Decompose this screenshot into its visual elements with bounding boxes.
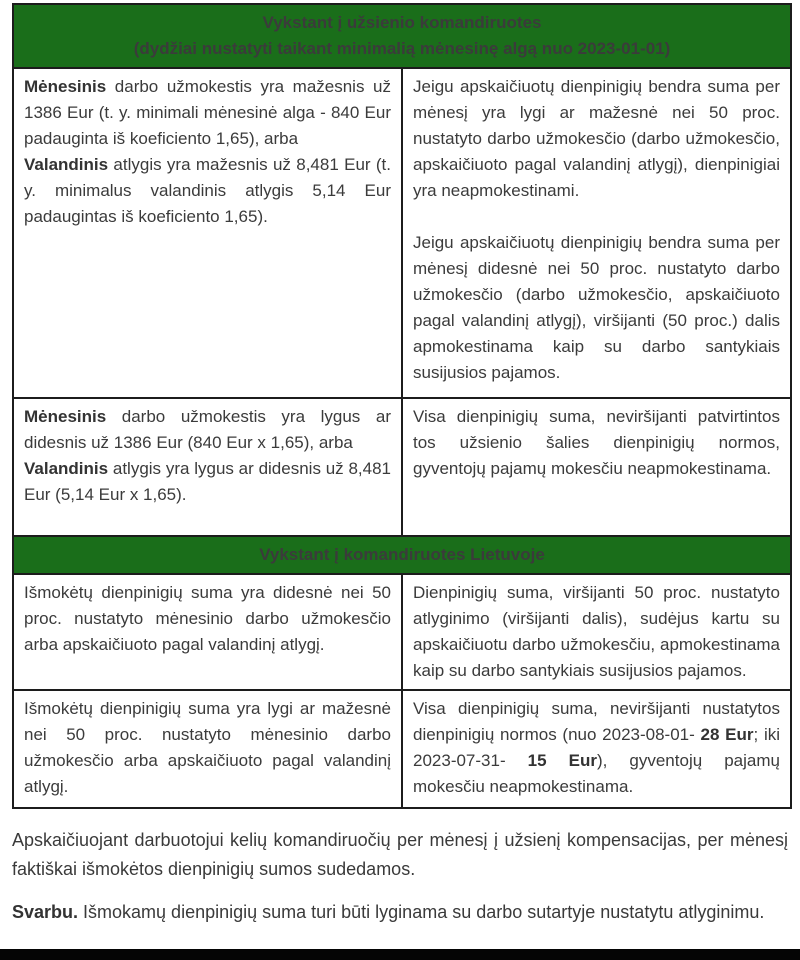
section-header-abroad-line1: Vykstant į užsienio komandiruotes [262,13,542,32]
section-header-abroad-line2: (dydžiai nustatyti taikant minimalią mėnesinę algą nuo 2023-01-01) [133,39,671,58]
footnotes [12,826,788,941]
taxation-cell-lithuania-below-50pct: Visa dienpinigių suma, neviršijanti nustatytos dienpinigių normos (nuo 2023-08-01- 28 Eur; iki 2023-07-31- 15 Eur), gyventojų pajamų mokesčiu neapmokestinama. [402,690,791,808]
per-diem-tax-table [12,3,792,809]
section-header-abroad [13,4,791,68]
note-compensations-summed: Apskaičiuojant darbuotojui kelių komandiruočių per mėnesį į užsienį kompensacijas, per mėnesį faktiškai išmokėtos dienpinigių sumos sudedamos. [12,830,788,879]
bottom-black-bar [0,949,800,960]
section-header-lithuania: Vykstant į komandiruotes Lietuvoje [13,536,791,574]
taxation-cell-lithuania-above-50pct: Dienpinigių suma, viršijanti 50 proc. nustatyto atlyginimo (viršijanti dalis), sudėjus kartu su apskaičiuotu darbo užmokesčiu, apmokestinama kaip su darbo santykiais susijusios pajamos. [402,574,791,690]
condition-cell-lithuania-below-50pct: Išmokėtų dienpinigių suma yra lygi ar mažesnė nei 50 proc. nustatyto mėnesinio darbo užmokesčio arba apskaičiuoto pagal valandinį atlygį. [13,690,402,808]
condition-cell-abroad-above-min: Mėnesinis darbo užmokestis yra lygus ar didesnis už 1386 Eur (840 Eur x 1,65), arba Valandinis atlygis yra lygus ar didesnis už 8,481 Eur (5,14 Eur x 1,65). [13,398,402,536]
table-row-lithuania-below-50pct [13,690,791,808]
table-row-abroad-below-min [13,68,791,398]
taxation-cell-abroad-below-min: Jeigu apskaičiuotų dienpinigių bendra suma per mėnesį yra lygi ar mažesnė nei 50 proc. nustatyto darbo užmokesčio (darbo užmokesčio, apskaičiuoto pagal valandinį atlygį), dienpinigiai yra neapmokestinami. Jeigu apskaičiuotų dienpinigių bendra suma per mėnesį didesnė nei 50 proc. nustatyto darbo užmokesčio (darbo užmokesčio, apskaičiuoto pagal valandinį atlygį), viršijanti (50 proc.) dalis apmokestinama kaip su darbo santykiais susijusios pajamos. [402,68,791,398]
condition-cell-abroad-below-min: Mėnesinis darbo užmokestis yra mažesnis už 1386 Eur (t. y. minimali mėnesinė alga - 840 Eur padauginta iš koeficiento 1,65), arba Valandinis atlygis yra mažesnis už 8,481 Eur (t. y. minimalus valandinis atlygis 5,14 Eur padaugintas iš koeficiento 1,65). [13,68,402,398]
condition-cell-lithuania-above-50pct: Išmokėtų dienpinigių suma yra didesnė nei 50 proc. nustatyto mėnesinio darbo užmokesčio arba apskaičiuoto pagal valandinį atlygį. [13,574,402,690]
note-important: Svarbu. Išmokamų dienpinigių suma turi būti lyginama su darbo sutartyje nustatytu atlyginimu. [12,902,765,922]
table-row-lithuania-above-50pct [13,574,791,690]
table-row-abroad-above-min [13,398,791,536]
taxation-cell-abroad-above-min: Visa dienpinigių suma, neviršijanti patvirtintos tos užsienio šalies dienpinigių normos, gyventojų pajamų mokesčiu neapmokestinama. [402,398,791,536]
section-header-row-lithuania [13,536,791,574]
section-header-row-abroad [13,4,791,68]
